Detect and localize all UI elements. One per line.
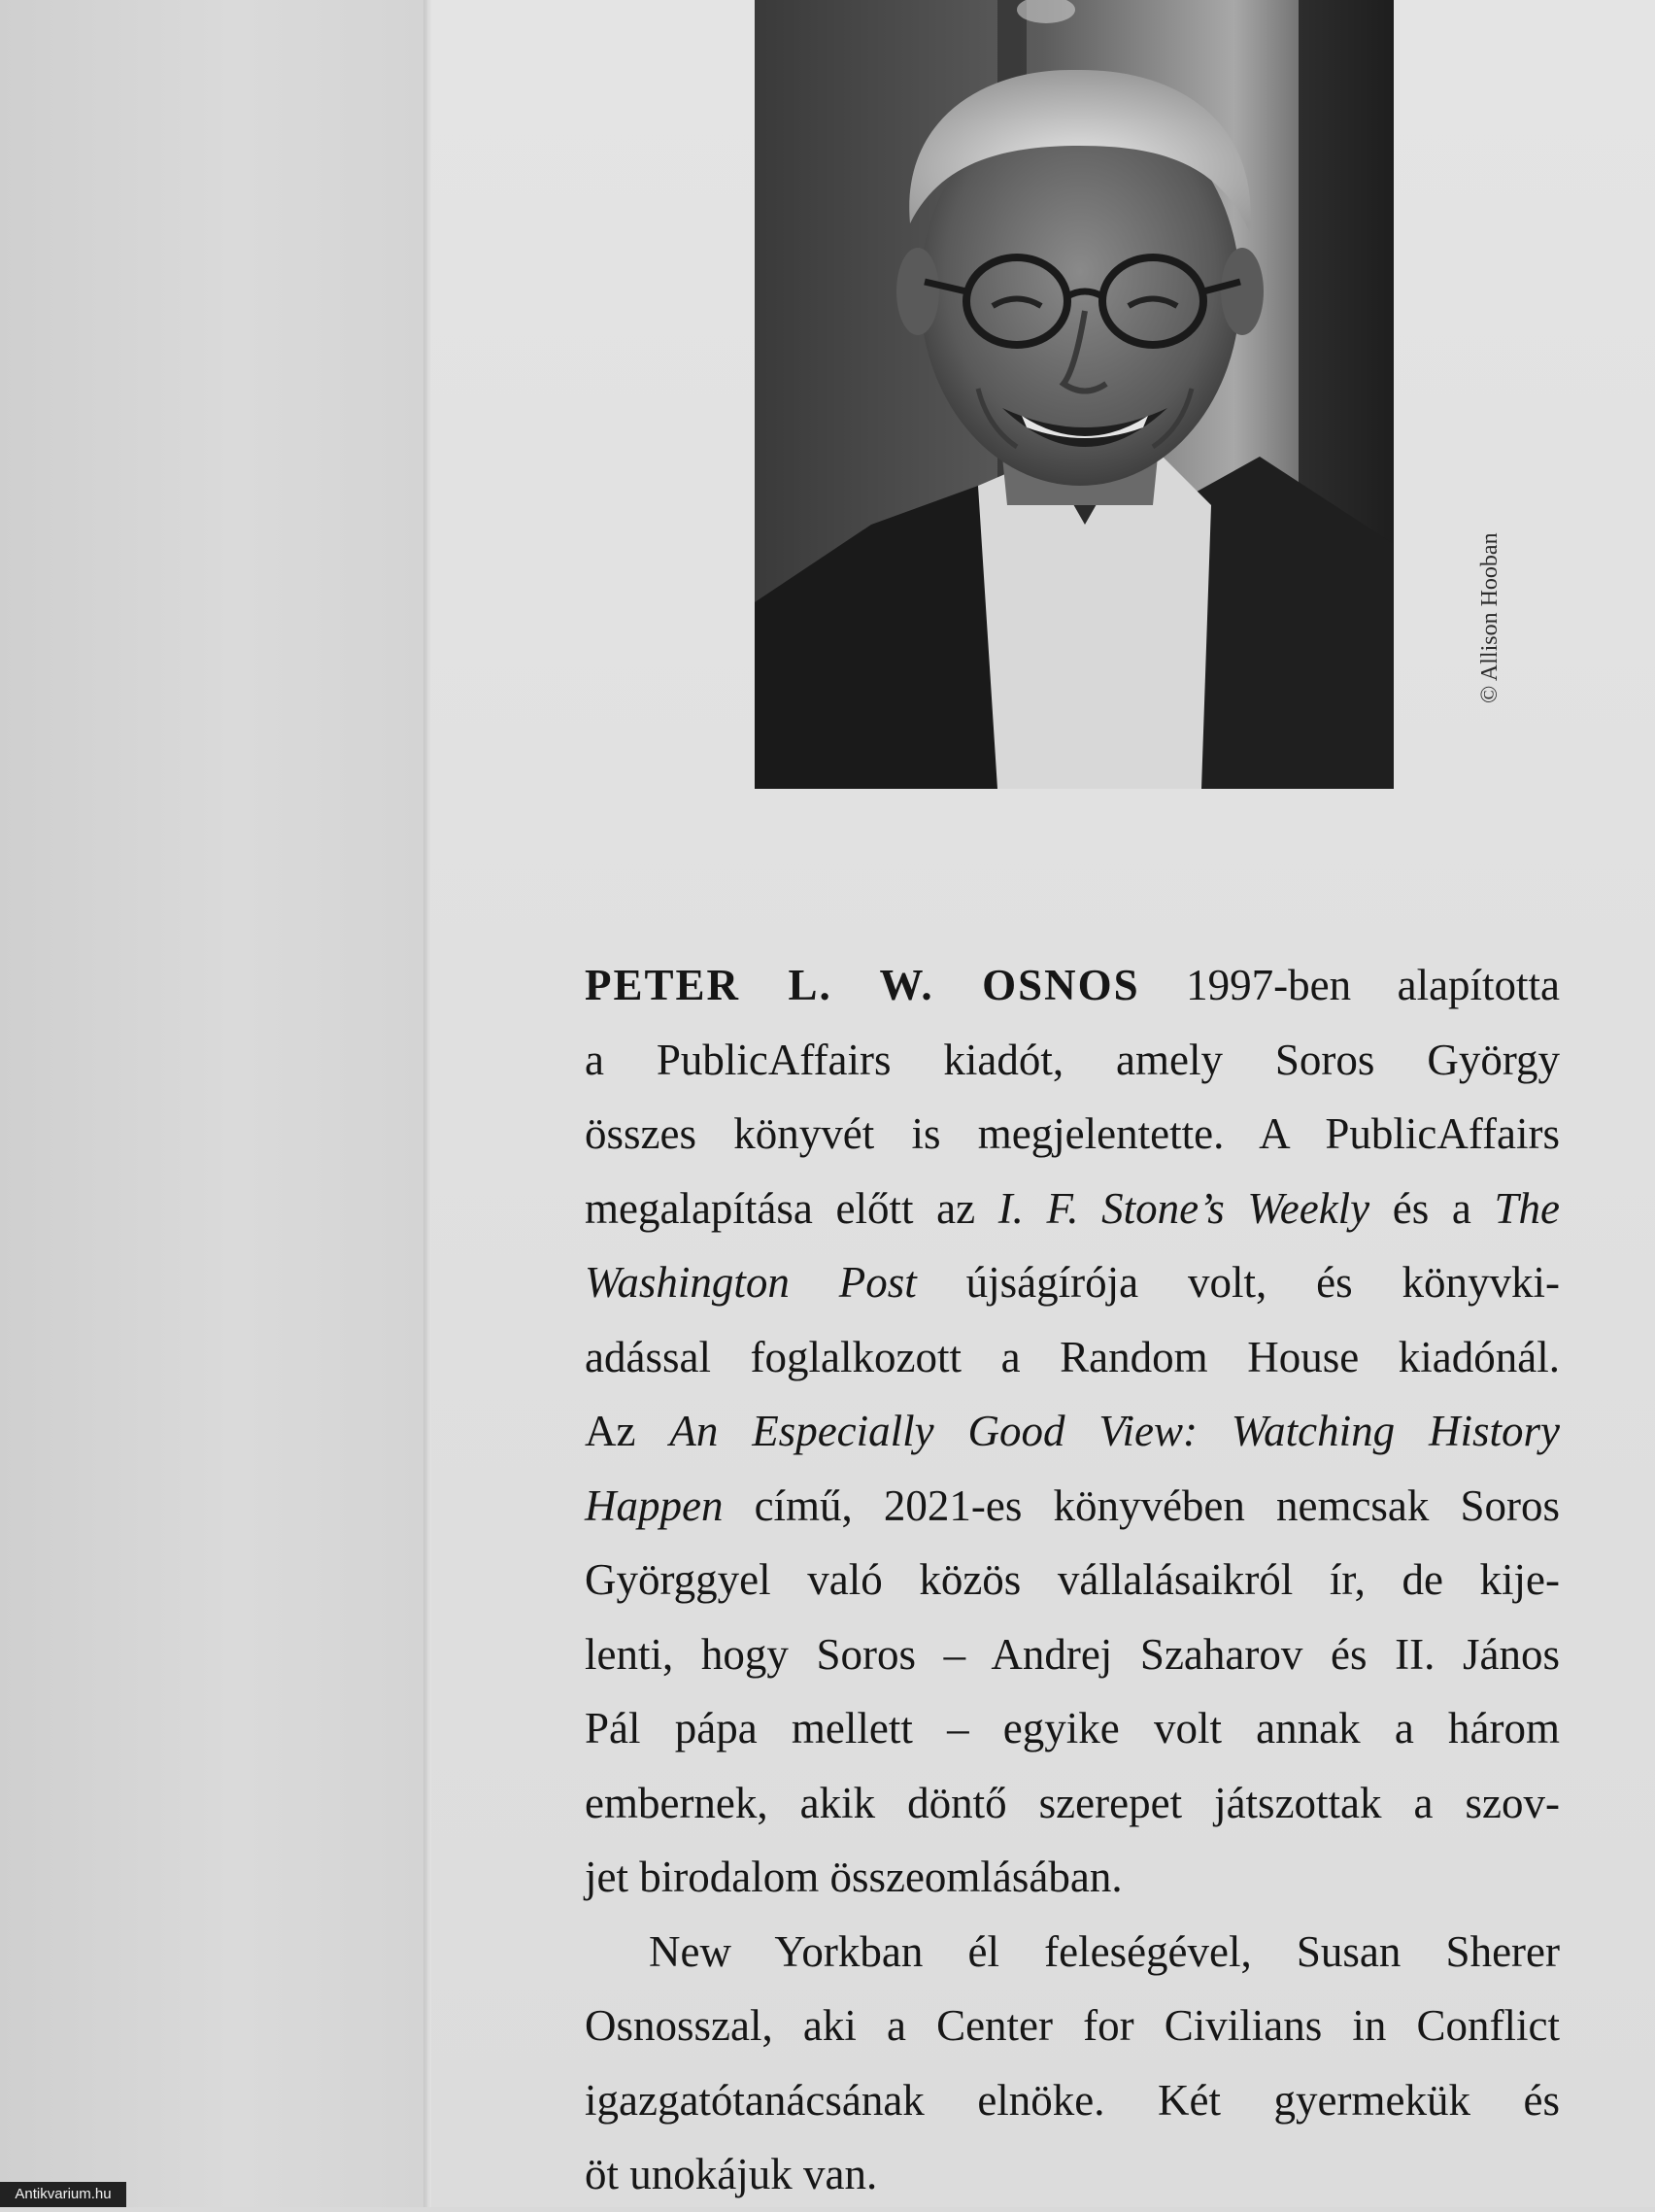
bio-line: Pál pápa mellett – egyike volt annak a három (585, 1704, 1560, 1753)
bio-text: 1997-ben alapította (1186, 961, 1561, 1009)
author-portrait (755, 0, 1394, 789)
author-bio (585, 948, 1560, 2212)
bio-line (585, 948, 1560, 1023)
bio-line: Györggyel való közös vállalásaikról ír, de kije- (585, 1555, 1560, 1604)
bio-line: öt unokájuk van. (585, 2150, 878, 2198)
bio-line: jet birodalom összeomlásában. (585, 1853, 1123, 1901)
portrait-image (755, 0, 1394, 789)
bio-text: és a (1392, 1183, 1471, 1233)
book-title: Happen (585, 1480, 724, 1530)
bio-paragraph-2 (585, 1915, 1560, 2212)
bio-paragraph-1 (585, 948, 1560, 1915)
bio-text: című, 2021-es könyvében nemcsak Soros (754, 1480, 1561, 1530)
bio-line: igazgatótanácsának elnöke. Két gyermekük és (585, 2075, 1560, 2125)
bio-line: Osnosszal, aki a Center for Civilians in Conflict (585, 2001, 1560, 2050)
left-flap (0, 0, 427, 2207)
watermark: Antikvarium.hu (0, 2182, 126, 2207)
book-title: An Especially Good View: Watching History (669, 1407, 1560, 1455)
bio-text: Az (585, 1407, 636, 1455)
bio-line: a PublicAffairs kiadót, amely Soros György (585, 1035, 1560, 1084)
publication-title: I. F. Stone’s Weekly (997, 1183, 1370, 1233)
bio-line: embernek, akik döntő szerepet játszottak a szov- (585, 1778, 1560, 1827)
photo-credit: © Allison Hooban (1477, 532, 1503, 703)
bio-line (585, 1245, 1560, 1320)
bio-line (585, 1172, 1560, 1246)
bio-line: adással foglalkozott a Random House kiadónál. (585, 1332, 1560, 1381)
publication-title: The (1494, 1183, 1560, 1233)
bio-line: New Yorkban él feleségével, Susan Sherer (649, 1926, 1560, 1976)
bio-line (585, 1469, 1560, 1544)
bio-text: újságírója volt, és könyvki- (965, 1258, 1560, 1307)
flap-edge (423, 0, 431, 2207)
publication-title: Washington Post (585, 1258, 917, 1307)
bio-line: lenti, hogy Soros – Andrej Szaharov és II. János (585, 1629, 1560, 1679)
author-name: PETER L. W. OSNOS (585, 961, 1140, 1009)
bio-line: összes könyvét is megjelentette. A PublicAffairs (585, 1109, 1560, 1158)
bio-text: megalapítása előtt az (585, 1183, 976, 1233)
bio-line (585, 1394, 1560, 1469)
